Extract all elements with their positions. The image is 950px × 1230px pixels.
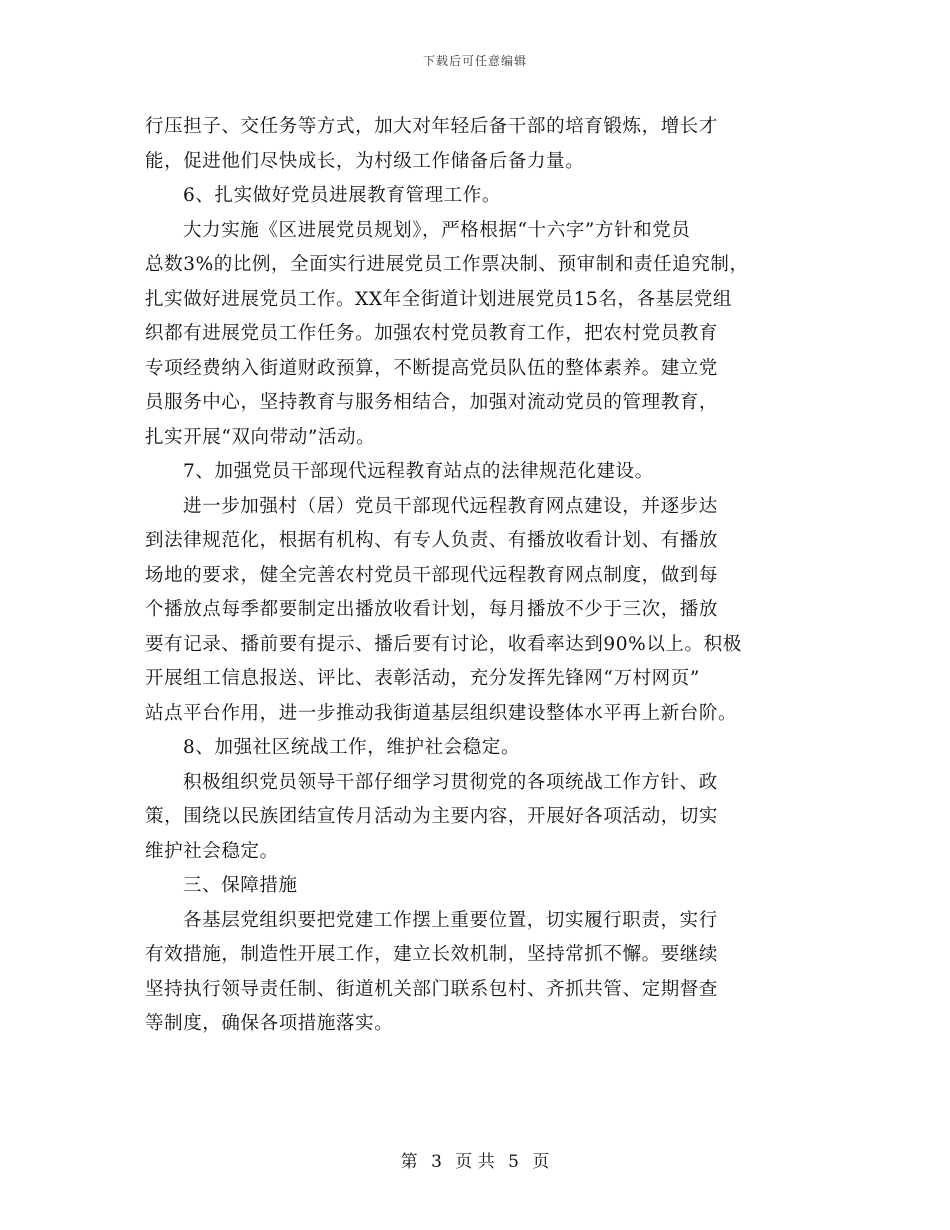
text-line: 要有记录、播前要有提示、播后要有讨论，收看率达到90%以上。积极 xyxy=(145,633,742,655)
footer-suffix: 页 xyxy=(532,1152,550,1172)
text-line: 坚持执行领导责任制、街道机关部门联系包村、齐抓共管、定期督查 xyxy=(145,978,719,1000)
text-line: 总数3%的比例，全面实行进展党员工作票决制、预审制和责任追究制， xyxy=(145,254,749,275)
footer-prefix: 第 xyxy=(400,1152,418,1172)
body-text xyxy=(145,110,810,1042)
text-line: 开展组工信息报送、评比、表彰活动，充分发挥先锋网“万村网页” xyxy=(145,668,700,689)
footer-middle: 页 共 xyxy=(455,1152,495,1172)
text-line: 能，促进他们尽快成长，为村级工作储备后备力量。 xyxy=(145,150,585,172)
page-header-note: 下载后可任意编辑 xyxy=(422,54,527,68)
text-line: 个播放点每季都要制定出播放收看计划，每月播放不少于三次，播放 xyxy=(145,599,719,620)
text-line: 有效措施，制造性开展工作，建立长效机制，坚持常抓不懈。要继续 xyxy=(145,944,719,965)
text-line: 行压担子、交任务等方式，加大对年轻后备干部的培育锻炼，增长才 xyxy=(145,116,719,137)
text-line: 各基层党组织要把党建工作摆上重要位置，切实履行职责，实行 xyxy=(183,909,718,931)
text-line: 8、加强社区统战工作，维护社会稳定。 xyxy=(183,737,521,758)
text-line: 6、扎实做好党员进展教育管理工作。 xyxy=(183,185,501,206)
text-line: 站点平台作用，进一步推动我街道基层组织建设整体水平再上新台阶。 xyxy=(145,702,738,724)
text-line: 大力实施《区进展党员规划》，严格根据“十六字”方针和党员 xyxy=(183,219,691,241)
footer-page-number: 3 xyxy=(431,1152,442,1172)
text-line: 7、加强党员干部现代远程教育站点的法律规范化建设。 xyxy=(183,461,654,482)
text-line: 扎实做好进展党员工作。XX年全街道计划进展党员15名，各基层党组 xyxy=(145,288,733,310)
text-line: 进一步加强村（居）党员干部现代远程教育网点建设，并逐步达 xyxy=(183,495,718,517)
text-line: 积极组织党员领导干部仔细学习贯彻党的各项统战工作方针、政 xyxy=(183,771,718,793)
text-line: 织都有进展党员工作任务。加强农村党员教育工作，把农村党员教育 xyxy=(145,323,719,344)
text-line: 专项经费纳入街道财政预算，不断提高党员队伍的整体素养。建立党 xyxy=(145,357,719,379)
text-line: 员服务中心，坚持教育与服务相结合，加强对流动党员的管理教育， xyxy=(145,392,719,413)
text-line: 到法律规范化，根据有机构、有专人负责、有播放收看计划、有播放 xyxy=(145,530,719,551)
footer-total-pages: 5 xyxy=(508,1152,519,1172)
text-line: 等制度，确保各项措施落实。 xyxy=(145,1013,394,1034)
text-line: 策，围绕以民族团结宣传月活动为主要内容，开展好各项活动，切实 xyxy=(145,806,719,827)
page-footer xyxy=(0,1147,950,1172)
text-line: 场地的要求，健全完善农村党员干部现代远程教育网点制度，做到每 xyxy=(145,564,719,586)
text-line: 维护社会稳定。 xyxy=(145,840,279,862)
text-line: 扎实开展“双向带动”活动。 xyxy=(145,426,376,448)
text-line: 三、保障措施 xyxy=(183,875,298,896)
